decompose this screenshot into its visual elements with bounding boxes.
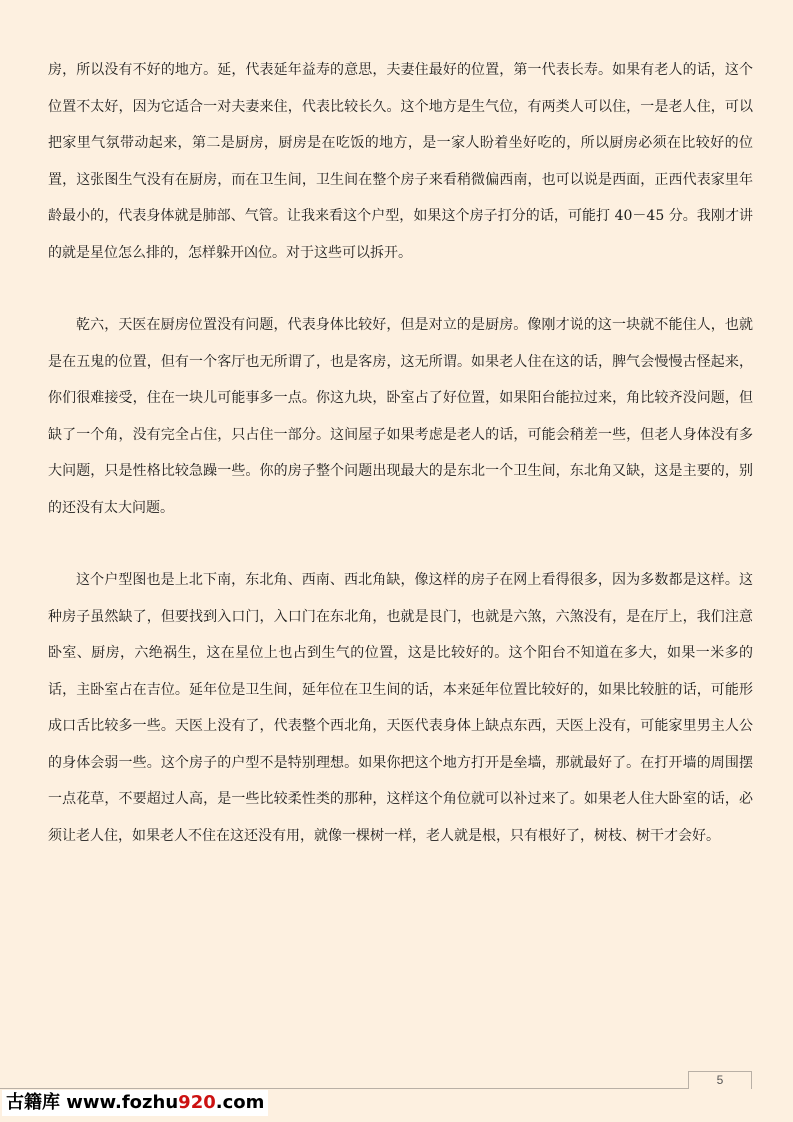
body-text (48, 52, 753, 854)
paragraph-continued: 房，所以没有不好的地方。延，代表延年益寿的意思，夫妻住最好的位置，第一代表长寿。如果有老人的话，这个位置不太好，因为它适合一对夫妻来住，代表比较长久。这个地方是生气位，有两类人可以住，一是老人住，可以把家里气氛带动起来，第二是厨房，厨房是在吃饭的地方，是一家人盼着坐好吃的，所以厨房必须在比较好的位置，这张图生气没有在厨房，而在卫生间，卫生间在整个房子来看稍微偏西南，也可以说是西面，正西代表家里年龄最小的，代表身体就是肺部、气管。让我来看这个户型，如果这个房子打分的话，可能打 40－45 分。我刚才讲的就是星位怎么排的，怎样躲开凶位。对于这些可以拆开。 (48, 62, 753, 261)
paragraph-qian-liu: 乾六，天医在厨房位置没有问题，代表身体比较好，但是对立的是厨房。像刚才说的这一块就不能住人，也就是在五鬼的位置，但有一个客厅也无所谓了，也是客房，这无所谓。如果老人住在这的话，脾气会慢慢古怪起来，你们很难接受，住在一块儿可能事多一点。你这九块，卧室占了好位置，如果阳台能拉过来，角比较齐没问题，但缺了一个角，没有完全占住，只占住一部分。这间屋子如果考虑是老人的话，可能会稍差一些，但老人身体没有多大问题，只是性格比较急躁一些。你的房子整个问题出现最大的是东北一个卫生间，东北角又缺，这是主要的，别的还没有太大问题。 (48, 317, 753, 516)
watermark-url-suffix: .com (215, 1092, 265, 1113)
watermark-url-accent: 920 (178, 1092, 216, 1113)
watermark-url-prefix: www.fozhu (66, 1092, 179, 1113)
page-number: 5 (688, 1071, 752, 1089)
footer-rule (0, 1088, 688, 1089)
paragraph-floor-plan: 这个户型图也是上北下南，东北角、西南、西北角缺，像这样的房子在网上看得很多，因为多数都是这样。这种房子虽然缺了，但要找到入口门，入口门在东北角，也就是艮门，也就是六煞，六煞没有，是在厅上，我们注意卧室、厨房，六绝祸生，这在星位上也占到生气的位置，这是比较好的。这个阳台不知道在多大，如果一米多的话，主卧室占在吉位。延年位是卫生间，延年位在卫生间的话，本来延年位置比较好的，如果比较脏的话，可能形成口舌比较多一些。天医上没有了，代表整个西北角，天医代表身体上缺点东西，天医上没有，可能家里男主人公的身体会弱一些。这个房子的户型不是特别理想。如果你把这个地方打开是垒墙，那就最好了。在打开墙的周围摆一点花草，不要超过人高，是一些比较柔性类的那种，这样这个角位就可以补过来了。如果老人住大卧室的话，必须让老人住，如果老人不住在这还没有用，就像一棵树一样，老人就是根，只有根好了，树枝、树干才会好。 (48, 572, 753, 844)
watermark-site-name: 古籍库 (6, 1092, 60, 1113)
watermark (2, 1090, 268, 1116)
